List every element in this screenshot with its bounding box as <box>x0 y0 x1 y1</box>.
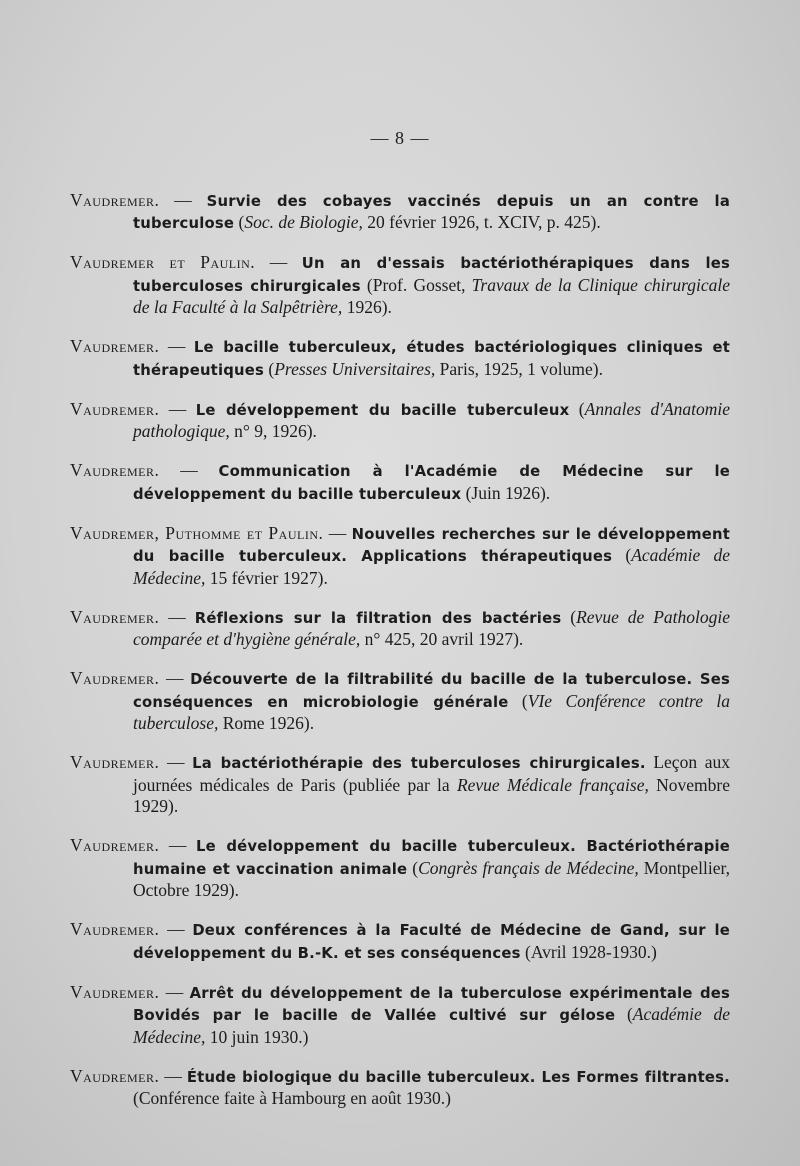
entry-author: Vaudremer. <box>70 752 160 772</box>
bibliography-entry <box>70 835 730 902</box>
entry-separator: — <box>159 606 195 627</box>
entry-details: 20 février 1926, t. XCIV, p. 425). <box>362 212 601 232</box>
bibliography-list <box>70 172 730 1127</box>
entry-separator: — <box>159 189 207 210</box>
entry-author: Vaudremer. <box>70 1065 160 1086</box>
entry-source: (Conférence faite à Hambourg en août 1930.) <box>133 1088 451 1108</box>
bibliography-entry <box>70 982 730 1049</box>
entry-separator: — <box>159 336 194 356</box>
bibliography-entry <box>70 1066 730 1110</box>
entry-author: Vaudremer. <box>70 981 160 1002</box>
entry-separator: — <box>159 668 191 688</box>
bibliography-entry <box>70 399 730 443</box>
bibliography-entry <box>70 523 730 590</box>
entry-publication: Académie de Médecine, <box>133 545 730 588</box>
entry-details: n° 9, 1926). <box>229 421 317 441</box>
entry-source: Leçon aux journées médicales de Paris (publiée par la <box>133 752 730 795</box>
entry-separator: — <box>159 398 196 419</box>
entry-details: 10 juin 1930.) <box>205 1026 309 1047</box>
entry-publication: Presses Universitaires, <box>274 358 436 379</box>
entry-publication: Revue Médicale française, <box>456 774 649 795</box>
entry-title: Le bacille tuberculeux, études bactériologiques cliniques et thérapeutiques <box>133 339 731 379</box>
entry-separator: — <box>323 522 352 543</box>
entry-author: Vaudremer. <box>70 668 160 688</box>
entry-source: ( <box>612 545 632 565</box>
entry-publication: VIe Conférence contre la tuberculose, <box>133 690 730 733</box>
entry-author: Vaudremer, Puthomme et Paulin. <box>70 522 324 543</box>
entry-title: Survie des cobayes vaccinés depuis un an contre la tuberculose <box>133 192 731 232</box>
bibliography-entry <box>70 336 730 381</box>
entry-separator: — <box>159 981 190 1002</box>
bibliography-entry <box>70 607 730 651</box>
entry-details: Novembre 1929). <box>133 774 730 816</box>
entry-author: Vaudremer. <box>70 460 160 480</box>
entry-author: Vaudremer. <box>70 835 160 855</box>
entry-separator: — <box>159 835 196 855</box>
entry-title: Arrêt du développement de la tuberculose expérimentale des Bovidés par le bacille de Vallée cultivé sur gélose <box>133 984 730 1024</box>
entry-details: 15 février 1927). <box>205 567 328 588</box>
bibliography-entry <box>70 668 730 735</box>
entry-source: ( <box>615 1004 633 1024</box>
entry-author: Vaudremer et Paulin. <box>70 252 256 272</box>
entry-details: Rome 1926). <box>218 713 315 733</box>
entry-title: Étude biologique du bacille tuberculeux. Les Formes filtrantes. <box>186 1068 730 1086</box>
entry-publication: Académie de Médecine, <box>133 1004 731 1047</box>
entry-source: ( <box>561 606 577 627</box>
entry-details: Paris, 1925, 1 volume). <box>435 358 603 379</box>
bibliography-entry <box>70 190 730 235</box>
entry-author: Vaudremer. <box>70 919 160 939</box>
entry-title: Le développement du bacille tuberculeux <box>195 401 570 419</box>
entry-source: ( <box>234 212 245 232</box>
bibliography-entry <box>70 919 730 964</box>
entry-publication: Travaux de la Clinique chirurgicale de la Faculté à la Salpêtrière, <box>133 274 730 317</box>
entry-author: Vaudremer. <box>70 189 160 210</box>
entry-author: Vaudremer. <box>70 336 160 356</box>
entry-publication: Congrès français de Médecine, <box>418 857 639 878</box>
entry-source: ( <box>264 358 275 379</box>
entry-publication: Soc. de Biologie, <box>244 212 363 232</box>
entry-details: 1926). <box>342 297 392 317</box>
entry-author: Vaudremer. <box>70 398 160 419</box>
entry-separator: — <box>159 919 193 939</box>
entry-title: Un an d'essais bactériothérapiques dans les tuberculoses chirurgicales <box>133 255 730 295</box>
bibliography-entry <box>70 252 730 319</box>
entry-title: La bactériothérapie des tuberculoses chirurgicales. <box>192 755 646 772</box>
entry-source: (Prof. Gosset, <box>360 274 472 295</box>
bibliography-entry <box>70 752 730 818</box>
entry-source: ( <box>569 398 585 419</box>
entry-title: Deux conférences à la Faculté de Médecine de Gand, sur le développement du B.-K. et ses conséquences <box>133 922 730 962</box>
entry-details: n° 425, 20 avril 1927). <box>360 629 524 649</box>
entry-source: (Avril 1928-1930.) <box>520 941 657 962</box>
entry-author: Vaudremer. <box>70 606 160 627</box>
entry-title: Découverte de la filtrabilité du bacille de la tuberculose. Ses conséquences en microbiologie générale <box>133 671 731 711</box>
entry-separator: — <box>159 752 193 772</box>
entry-details: Montpellier, Octobre 1929). <box>133 857 731 900</box>
entry-title: Nouvelles recherches sur le développement du bacille tuberculeux. Applications thérapeutiques <box>133 525 731 565</box>
entry-title: Le développement du bacille tuberculeux. Bactériothérapie humaine et vaccination animale <box>133 838 731 878</box>
entry-separator: — <box>255 252 302 272</box>
entry-separator: — <box>159 460 219 480</box>
entry-source: ( <box>407 857 419 878</box>
entry-source: (Juin 1926). <box>461 482 551 503</box>
entry-publication: Annales d'Anatomie pathologique, <box>133 398 731 441</box>
entry-title: Réflexions sur la filtration des bactéries <box>194 609 562 627</box>
entry-publication: Revue de Pathologie comparée et d'hygiène générale, <box>133 606 731 649</box>
entry-separator: — <box>159 1065 187 1086</box>
entry-title: Communication à l'Académie de Médecine sur le développement du bacille tuberculeux <box>133 463 730 503</box>
bibliography-entry <box>70 460 730 505</box>
entry-source: ( <box>508 690 528 711</box>
page-number: — 8 — <box>370 128 430 148</box>
